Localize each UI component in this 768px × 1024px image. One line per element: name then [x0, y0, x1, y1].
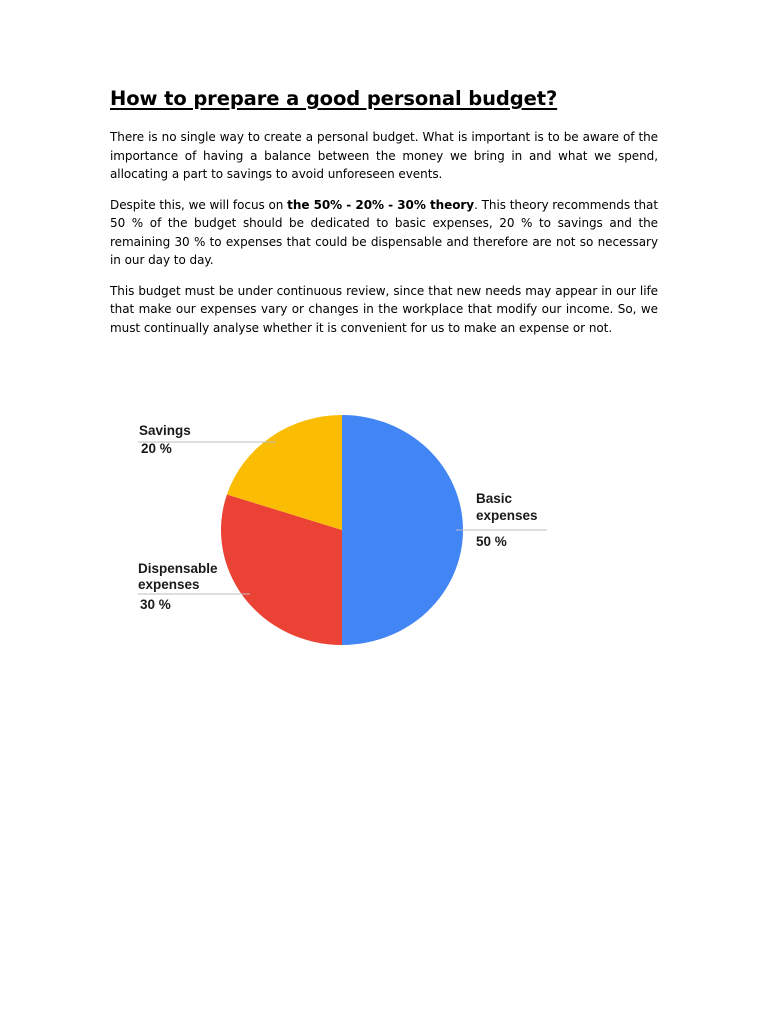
slice-savings-label: Savings: [139, 423, 191, 438]
paragraph-theory-rest: . This theory recommends that 50 % of the budget should be dedicated to basic expenses, 20 % to savings and the remaining 30 % to expenses that could be dispensable and therefore are not so necessary in our day to day.: [110, 197, 659, 267]
paragraph-review-text: This budget must be under continuous review, since that new needs may appear in our life that make our expenses vary or changes in the workplace that modify our income. So, we must continually analyse whether it is convenient for us to make an expense or not.: [110, 283, 658, 335]
pie-slice-basic: [342, 415, 463, 645]
theory-name-bold: the 50% - 20% - 30% theory: [287, 197, 475, 212]
document-page: [110, 86, 658, 349]
slice-dispensable-value: 30 %: [140, 597, 171, 612]
slice-basic-label-line2: expenses: [476, 508, 538, 523]
pie-slices: [221, 415, 463, 645]
slice-savings-value: 20 %: [141, 441, 172, 456]
paragraph-theory: [110, 196, 658, 270]
document-title: How to prepare a good personal budget?: [110, 87, 558, 110]
paragraph-intro: [110, 128, 658, 184]
slice-dispensable-label-line1: Dispensable: [138, 561, 218, 576]
budget-pie-chart: [130, 405, 560, 655]
paragraph-intro-text: There is no single way to create a personal budget. What is important is to be aware of the importance of having a balance between the money we bring in and what we spend, allocating a part to savings to avoid unforeseen events.: [110, 130, 658, 181]
paragraph-review: [110, 282, 658, 338]
slice-dispensable-label-line2: expenses: [138, 577, 200, 592]
slice-basic-label-line1: Basic: [476, 491, 513, 506]
slice-basic-value: 50 %: [476, 534, 507, 549]
paragraph-theory-lead: Despite this, we will focus on: [110, 197, 288, 212]
